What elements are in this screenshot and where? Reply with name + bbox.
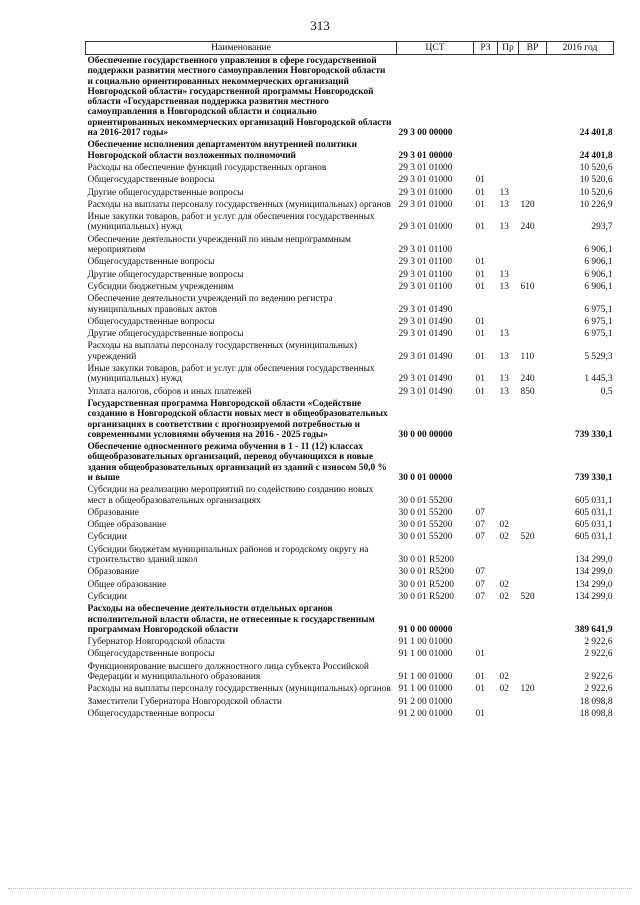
row-vr: 110 [520,351,535,362]
row-name: Обеспечение односменного режима обучения в 1 - 11 (12) классах общеобразовательных организаций, перевод обучающихся в новые здания общеобразовательных организаций из зданий с износом 50,0 % и выше [87,442,387,483]
row-name: Субсидии [87,591,127,602]
row-cst: 30 0 01 55200 [398,507,453,518]
row-vr [519,234,547,257]
table-row [86,316,614,328]
row-amount: 0,5 [600,386,613,397]
row-pr [498,316,519,328]
row-name: Общегосударственные вопросы [87,708,215,719]
row-cst: 29 3 01 01490 [398,316,453,327]
row-rz: 07 [475,532,485,543]
row-name: Обеспечение исполнения департаментом внутренней политики Новгородской области возложенных полномочий [87,140,357,161]
table-row [86,708,614,720]
row-pr: 13 [499,386,509,397]
row-amount: 18 098,8 [579,696,613,707]
row-rz [474,55,498,140]
row-vr [519,544,547,567]
row-vr: 610 [520,281,535,292]
row-pr [498,55,519,140]
row-name: Субсидии [87,532,127,543]
row-pr [498,636,519,648]
row-pr: 02 [499,672,509,683]
row-pr [498,441,519,484]
row-rz [474,636,498,648]
row-cst: 29 3 01 01490 [398,304,453,315]
table-row [86,484,614,507]
row-cst: 30 0 01 00000 [398,472,453,483]
row-rz: 01 [475,187,485,198]
row-vr [519,174,547,186]
row-rz: 07 [475,567,485,578]
row-rz [474,162,498,174]
row-name: Обеспечение деятельности учреждений по иным непрограммным мероприятиям [87,234,351,256]
row-rz: 01 [475,374,485,385]
row-name: Общегосударственные вопросы [87,257,215,268]
row-vr [519,507,547,519]
row-amount: 6 906,1 [584,281,613,292]
row-cst: 29 3 01 01000 [398,187,453,198]
row-cst: 29 3 01 01490 [398,386,453,397]
row-amount: 10 520,6 [579,162,613,173]
header-pr: Пр [498,42,519,55]
row-pr [498,648,519,660]
row-vr: 120 [520,199,535,210]
row-amount: 24 401,8 [579,128,613,139]
row-rz: 07 [475,579,485,590]
row-vr: 520 [520,591,535,602]
table-row [86,162,614,174]
row-cst: 91 1 00 01000 [398,649,453,660]
row-amount: 6 906,1 [584,269,613,280]
row-name: Другие общегосударственные вопросы [87,187,244,198]
table-row [86,328,614,340]
row-name: Общее образование [87,520,167,531]
row-pr: 13 [499,329,509,340]
row-amount: 2 922,6 [584,637,613,648]
row-cst: 29 3 01 01000 [398,199,453,210]
table-header [86,42,614,55]
row-amount: 1 445,3 [584,374,613,385]
row-pr: 13 [499,199,509,210]
row-name: Общегосударственные вопросы [87,175,215,186]
row-pr [498,544,519,567]
row-vr [519,636,547,648]
row-pr [498,256,519,268]
row-pr: 13 [499,374,509,385]
row-amount: 2 922,6 [584,672,613,683]
header-cst: ЦСТ [397,42,474,55]
row-cst: 91 1 00 01000 [398,684,453,695]
table-row [86,591,614,603]
row-name: Уплата налогов, сборов и иных платежей [87,386,252,397]
row-vr [519,328,547,340]
row-amount: 18 098,8 [579,708,613,719]
row-rz: 01 [475,684,485,695]
row-name: Функционирование высшего должностного лица субъекта Российской Федерации и муниципального образования [87,661,369,683]
row-cst: 91 1 00 01000 [398,672,453,683]
page-bottom-edge [8,888,632,889]
row-cst: 29 3 01 01100 [398,281,453,292]
row-pr [498,398,519,441]
row-cst: 30 0 01 R5200 [398,591,454,602]
row-vr [519,566,547,578]
row-rz: 01 [475,269,485,280]
row-name: Расходы на обеспечение функций государственных органов [87,162,327,173]
row-cst: 91 1 00 01000 [398,637,453,648]
row-amount: 6 906,1 [584,245,613,256]
row-amount: 134 299,0 [575,567,613,578]
row-name: Государственная программа Новгородской области «Содействие созданию в Новгородской области новых мест в общеобразовательных организациях в соответствии с прогнозируемой потребностью и современными условиями обучения на 2016 - 2025 годы» [87,398,388,440]
row-name: Расходы на выплаты персоналу государственных (муниципальных) органов [87,684,391,695]
row-rz [474,441,498,484]
page-number: 313 [310,18,330,33]
row-pr [498,293,519,316]
row-rz: 01 [475,672,485,683]
row-name: Заместители Губернатора Новгородской области [87,696,282,707]
row-rz [474,234,498,257]
table-row [86,293,614,316]
row-name: Расходы на обеспечение деятельности отдельных органов исполнительной власти области, не отнесенные к государственным программам Новгородской области [87,604,375,635]
row-pr [498,234,519,257]
row-vr [519,603,547,636]
row-name: Губернатор Новгородской области [87,637,225,648]
row-name: Образование [87,507,139,518]
row-rz [474,293,498,316]
row-amount: 6 975,1 [584,304,613,315]
budget-table [85,41,614,720]
row-rz: 01 [475,316,485,327]
row-vr [519,293,547,316]
row-vr [519,696,547,708]
row-amount: 10 520,6 [579,175,613,186]
row-name: Обеспечение государственного управления в сфере государственной поддержки развития местного самоуправления Новгородской области и социально ориентированных некоммерческих организаций Новгородской области» государственной программы Новгородской области «Государственная поддержка развития местного самоуправления в Новгородской области и социально ориентированных некоммерческих организаций Новгородской области на 2016-2017 годы» [87,56,392,139]
table-row [86,174,614,186]
row-vr [519,441,547,484]
row-rz: 07 [475,591,485,602]
row-cst: 30 0 01 R5200 [398,567,454,578]
row-rz: 01 [475,199,485,210]
row-vr [519,187,547,199]
row-name: Субсидии на реализацию мероприятий по содействию созданию новых мест в общеобразовательных организациях [87,485,374,506]
table-row [86,566,614,578]
row-cst: 30 0 00 00000 [398,429,453,440]
table-row [86,55,614,140]
row-pr: 13 [499,351,509,362]
row-cst: 29 3 00 00000 [398,128,453,139]
row-amount: 24 401,8 [579,150,613,161]
row-rz: 07 [475,507,485,518]
row-rz: 01 [475,175,485,186]
row-name: Другие общегосударственные вопросы [87,269,244,280]
table-row [86,234,614,257]
row-amount: 134 299,0 [575,591,613,602]
table-row [86,269,614,281]
row-amount: 389 641,9 [575,624,613,635]
row-vr [519,708,547,720]
row-amount: 605 031,1 [575,507,613,518]
row-amount: 134 299,0 [575,579,613,590]
table-row [86,211,614,234]
table-row [86,187,614,199]
table-row [86,603,614,636]
row-vr: 240 [520,222,535,233]
row-pr [498,139,519,162]
table-row [86,648,614,660]
row-amount: 6 975,1 [584,316,613,327]
row-cst: 29 3 01 01490 [398,351,453,362]
row-cst: 29 3 01 01000 [398,222,453,233]
row-cst: 91 2 00 01000 [398,708,453,719]
row-rz: 01 [475,708,485,719]
row-cst: 30 0 01 R5200 [398,555,454,566]
row-amount: 2 922,6 [584,684,613,695]
table-row [86,139,614,162]
row-cst: 29 3 01 00000 [398,150,453,161]
row-name: Общегосударственные вопросы [87,649,215,660]
header-rz: РЗ [474,42,498,55]
row-cst: 29 3 01 01100 [398,257,453,268]
row-pr: 02 [499,532,509,543]
table-row [86,281,614,293]
row-rz: 01 [475,351,485,362]
row-cst: 30 0 01 55200 [398,532,453,543]
row-amount: 5 529,3 [584,351,613,362]
table-row [86,544,614,567]
table-row [86,256,614,268]
table-row [86,579,614,591]
row-name: Иные закупки товаров, работ и услуг для обеспечения государственных (муниципальных) нужд [87,212,375,233]
row-vr [519,55,547,140]
row-amount: 10 520,6 [579,187,613,198]
row-amount: 134 299,0 [575,555,613,566]
table-row [86,363,614,386]
row-cst: 91 0 00 00000 [398,624,453,635]
row-cst: 29 3 01 01000 [398,162,453,173]
row-rz [474,484,498,507]
row-rz: 01 [475,386,485,397]
row-pr: 02 [499,684,509,695]
row-cst: 30 0 01 R5200 [398,579,454,590]
row-vr: 520 [520,532,535,543]
row-vr [519,162,547,174]
row-pr [498,484,519,507]
row-pr: 02 [499,579,509,590]
row-amount: 605 031,1 [575,520,613,531]
row-name: Субсидии бюджетным учреждениям [87,281,234,292]
header-vr: ВР [519,42,547,55]
row-rz: 01 [475,281,485,292]
table-row [86,386,614,398]
row-cst: 29 3 01 01100 [398,245,453,256]
row-vr [519,139,547,162]
row-pr [498,162,519,174]
table-body [86,55,614,721]
table-row [86,519,614,531]
row-cst: 29 3 01 01100 [398,269,453,280]
row-rz [474,603,498,636]
header-year: 2016 год [547,42,614,55]
row-rz [474,696,498,708]
row-name: Обеспечение деятельности учреждений по ведению регистра муниципальных правовых актов [87,294,333,315]
row-rz [474,398,498,441]
row-amount: 10 226,9 [579,199,613,210]
row-vr [519,316,547,328]
row-cst: 29 3 01 01490 [398,374,453,385]
table-row [86,636,614,648]
row-vr [519,484,547,507]
row-rz: 01 [475,649,485,660]
row-pr [498,507,519,519]
row-pr [498,174,519,186]
row-pr: 13 [499,222,509,233]
row-vr: 120 [520,684,535,695]
row-amount: 605 031,1 [575,495,613,506]
row-name: Другие общегосударственные вопросы [87,329,244,340]
row-pr [498,603,519,636]
table-row [86,661,614,684]
row-cst: 30 0 01 55200 [398,520,453,531]
row-vr: 240 [520,374,535,385]
row-pr [498,566,519,578]
row-name: Образование [87,567,139,578]
row-vr [519,648,547,660]
row-pr: 13 [499,187,509,198]
row-vr [519,269,547,281]
row-rz: 01 [475,257,485,268]
row-cst: 91 2 00 01000 [398,696,453,707]
row-vr [519,661,547,684]
row-name: Общее образование [87,579,167,590]
row-vr [519,519,547,531]
row-pr [498,708,519,720]
row-rz [474,544,498,567]
row-rz [474,139,498,162]
row-amount: 739 330,1 [575,472,613,483]
row-name: Расходы на выплаты персоналу государственных (муниципальных) органов [87,199,391,210]
row-vr [519,256,547,268]
table-row [86,441,614,484]
row-rz: 01 [475,222,485,233]
row-name: Общегосударственные вопросы [87,316,215,327]
header-name: Наименование [86,42,397,55]
row-cst: 30 0 01 55200 [398,495,453,506]
row-rz: 01 [475,329,485,340]
row-amount: 293,7 [591,222,613,233]
row-pr: 13 [499,269,509,280]
table-row [86,507,614,519]
row-vr [519,398,547,441]
row-pr: 13 [499,281,509,292]
row-name: Иные закупки товаров, работ и услуг для обеспечения государственных (муниципальных) нужд [87,364,375,385]
row-amount: 605 031,1 [575,532,613,543]
row-amount: 6 906,1 [584,257,613,268]
row-name: Расходы на выплаты персоналу государственных (муниципальных) учреждений [87,341,357,362]
row-amount: 2 922,6 [584,649,613,660]
row-cst: 29 3 01 01000 [398,175,453,186]
row-pr [498,696,519,708]
row-amount: 6 975,1 [584,329,613,340]
table-row [86,398,614,441]
row-rz: 07 [475,520,485,531]
table-row [86,199,614,211]
table-row [86,683,614,695]
row-name: Субсидии бюджетам муниципальных районов и городскому округу на строительство зданий школ [87,544,369,566]
row-amount: 739 330,1 [575,429,613,440]
table-row [86,531,614,543]
row-pr: 02 [499,591,509,602]
row-vr: 850 [520,386,535,397]
table-row [86,696,614,708]
row-vr [519,579,547,591]
table-row [86,340,614,363]
row-pr: 02 [499,520,509,531]
row-cst: 29 3 01 01490 [398,329,453,340]
